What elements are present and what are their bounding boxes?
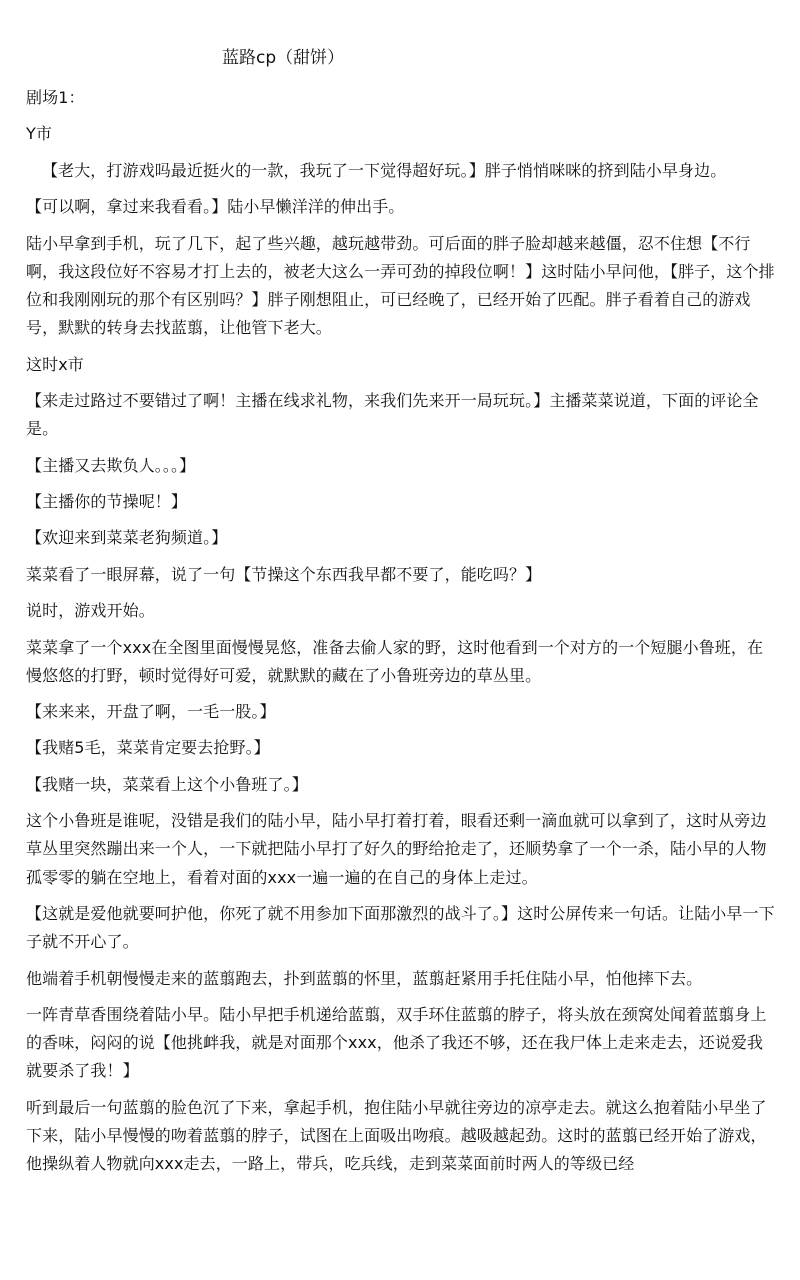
paragraph: 【我赌5毛，菜菜肯定要去抢野。】 [26,738,270,758]
paragraph: 剧场1： [26,88,85,107]
paragraph: Y市 [26,124,52,144]
paragraph: 【来来来，开盘了啊，一毛一股。】 [26,702,276,722]
document-body [26,84,776,1187]
paragraph: 【老大，打游戏吗最近挺火的一款，我玩了一下觉得超好玩。】胖子悄悄咪咪的挤到陆小早身边。 [42,160,727,180]
paragraph: 【可以啊，拿过来我看看。】陆小早懒洋洋的伸出手。 [26,197,405,217]
paragraph: 【欢迎来到菜菜老狗频道。】 [26,528,228,548]
paragraph: 一阵青草香围绕着陆小早。陆小早把手机递给蓝翦，双手环住蓝翦的脖子，将头放在颈窝处闻着蓝翦身上的香味，闷闷的说【他挑衅我，就是对面那个xxx，他杀了我还不够，还在我尸体上走来走去，还说爱我就要杀了我！】 [26,1005,767,1081]
paragraph: 他端着手机朝慢慢走来的蓝翦跑去，扑到蓝翦的怀里，蓝翦赶紧用手托住陆小早，怕他摔下去。 [26,968,703,988]
paragraph: 【我赌一块，菜菜看上这个小鲁班了。】 [26,774,308,794]
document-title: 蓝路cp（甜饼） [222,48,345,68]
paragraph: 【主播你的节操呢！】 [26,491,188,511]
paragraph: 【主播又去欺负人。。。】 [26,455,196,475]
paragraph: 菜菜看了一眼屏幕，说了一句【节操这个东西我早都不要了，能吃吗？】 [26,564,542,584]
paragraph: 听到最后一句蓝翦的脸色沉了下来，拿起手机，抱住陆小早就往旁边的凉亭走去。就这么抱着陆小早坐了下来，陆小早慢慢的吻着蓝翦的脖子，试图在上面吸出吻痕。越吸越起劲。这时的蓝翦已经开始了游戏，他操纵着人物就向xxx走去，一路上，带兵，吃兵线，走到菜菜面前时两人的等级已经 [26,1097,767,1174]
paragraph: 这时x市 [26,354,84,374]
paragraph: 说时，游戏开始。 [26,601,155,621]
paragraph: 这个小鲁班是谁呢，没错是我们的陆小早，陆小早打着打着，眼看还剩一滴血就可以拿到了，这时从旁边草丛里突然蹦出来一个人，一下就把陆小早打了好久的野给抢走了，还顺势拿了一个一杀，陆小早的人物孤零零的躺在空地上，看着对面的xxx一遍一遍的在自己的身体上走过。 [26,811,767,887]
paragraph: 陆小早拿到手机，玩了几下，起了些兴趣，越玩越带劲。可后面的胖子脸却越来越僵，忍不住想【不行啊，我这段位好不容易才打上去的，被老大这么一弄可劲的掉段位啊！】这时陆小早问他，【胖子，这个排位和我刚刚玩的那个有区别吗？】胖子刚想阻止，可已经晚了，已经开始了匹配。胖子看着自己的游戏号，默默的转身去找蓝翦，让他管下老大。 [26,233,775,338]
paragraph: 菜菜拿了一个xxx在全图里面慢慢晃悠，准备去偷人家的野，这时他看到一个对方的一个短腿小鲁班，在慢悠悠的打野，顿时觉得好可爱，就默默的藏在了小鲁班旁边的草丛里。 [26,637,764,685]
paragraph: 【来走过路过不要错过了啊！主播在线求礼物，来我们先来开一局玩玩。】主播菜菜说道，下面的评论全是。 [26,390,759,439]
paragraph: 【这就是爱他就要呵护他，你死了就不用参加下面那激烈的战斗了。】这时公屏传来一句话。让陆小早一下子就不开心了。 [26,904,775,952]
